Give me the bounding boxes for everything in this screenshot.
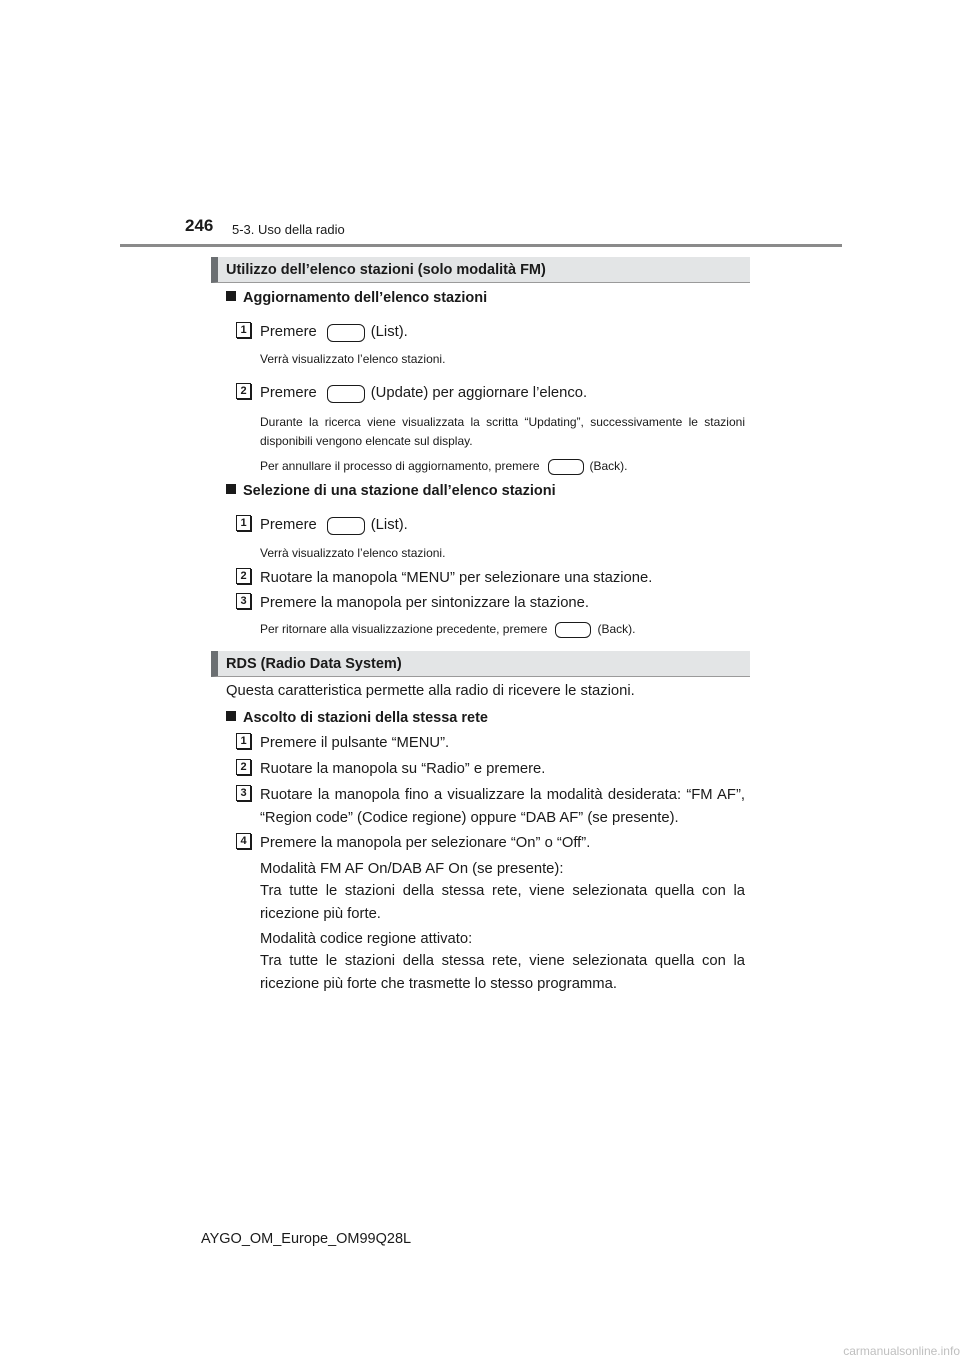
step-text: Premere il pulsante “MENU”. [260, 735, 450, 751]
subheading-text: Ascolto di stazioni della stessa rete [243, 710, 488, 726]
section-heading-station-list [211, 257, 750, 283]
step-text: Ruotare la manopola fino a visualizzare la modalità desiderata: “FM AF”, “Region code” (Codice regione) oppure “DAB AF” (se presente). [260, 787, 745, 826]
note-text-pre: Per annullare il processo di aggiornamento, premere [260, 459, 540, 473]
section-heading-rds [211, 651, 750, 677]
step-text [260, 382, 745, 405]
step-text-post: (Update) per aggiornare l’elenco. [370, 385, 588, 401]
subheading-update-list [226, 290, 487, 306]
step-number-badge: 3 [236, 593, 251, 609]
page-number: 246 [185, 216, 214, 235]
square-bullet-icon [226, 291, 236, 301]
square-bullet-icon [226, 711, 236, 721]
step-text: Premere la manopola per sintonizzare la stazione. [260, 595, 589, 611]
step-number-badge: 1 [236, 322, 251, 338]
section-heading-text: RDS (Radio Data System) [226, 656, 402, 672]
square-bullet-icon [226, 484, 236, 494]
subheading-text: Selezione di una stazione dall’elenco stazioni [243, 483, 556, 499]
step-number-badge: 4 [236, 833, 251, 849]
back-button-icon [555, 622, 591, 638]
mode-detail-title: Modalità FM AF On/DAB AF On (se presente): [260, 861, 564, 877]
step-text: Ruotare la manopola su “Radio” e premere. [260, 761, 546, 777]
note-text-post: (Back). [589, 459, 628, 473]
step-note [260, 457, 745, 476]
step-number-badge: 1 [236, 733, 251, 749]
step-number-badge: 2 [236, 759, 251, 775]
list-button-icon [327, 324, 365, 342]
watermark: carmanualsonline.info [843, 1344, 960, 1358]
step-text: Premere la manopola per selezionare “On” o “Off”. [260, 835, 591, 851]
step-number-badge: 2 [236, 568, 251, 584]
step-text-post: (List). [370, 517, 408, 533]
document-code: AYGO_OM_Europe_OM99Q28L [201, 1231, 412, 1247]
step-text [260, 514, 745, 537]
step-number-badge: 1 [236, 515, 251, 531]
subheading-text: Aggiornamento dell’elenco stazioni [243, 290, 488, 306]
mode-detail-title: Modalità codice regione attivato: [260, 931, 473, 947]
step-text-pre: Premere [260, 517, 317, 533]
step-text-pre: Premere [260, 385, 317, 401]
step-number-badge: 3 [236, 785, 251, 801]
subheading-same-network [226, 710, 488, 726]
step-note: Verrà visualizzato l’elenco stazioni. [260, 352, 446, 366]
subheading-select-station [226, 483, 556, 499]
header-rule [120, 244, 842, 247]
chapter-title: 5-3. Uso della radio [232, 222, 345, 237]
step-note [260, 620, 745, 639]
note-text-pre: Per ritornare alla visualizzazione precedente, premere [260, 622, 548, 636]
step-number-badge: 2 [236, 383, 251, 399]
update-button-icon [327, 385, 365, 403]
step-note: Durante la ricerca viene visualizzata la scritta “Updating”, successivamente le stazioni disponibili vengono elencate sul display. [260, 415, 745, 448]
step-text: Ruotare la manopola “MENU” per selezionare una stazione. [260, 570, 653, 586]
back-button-icon [548, 459, 584, 475]
step-note: Verrà visualizzato l’elenco stazioni. [260, 546, 446, 560]
step-text-post: (List). [370, 324, 408, 340]
step-text [260, 321, 745, 344]
list-button-icon [327, 517, 365, 535]
mode-detail-text: Tra tutte le stazioni della stessa rete, viene selezionata quella con la ricezione più forte. [260, 883, 745, 922]
section-intro: Questa caratteristica permette alla radio di ricevere le stazioni. [226, 683, 635, 699]
section-heading-text: Utilizzo dell’elenco stazioni (solo modalità FM) [226, 262, 546, 278]
note-text-post: (Back). [597, 622, 636, 636]
mode-detail-text: Tra tutte le stazioni della stessa rete, viene selezionata quella con la ricezione più forte che trasmette lo stesso programma. [260, 953, 745, 992]
step-text-pre: Premere [260, 324, 317, 340]
